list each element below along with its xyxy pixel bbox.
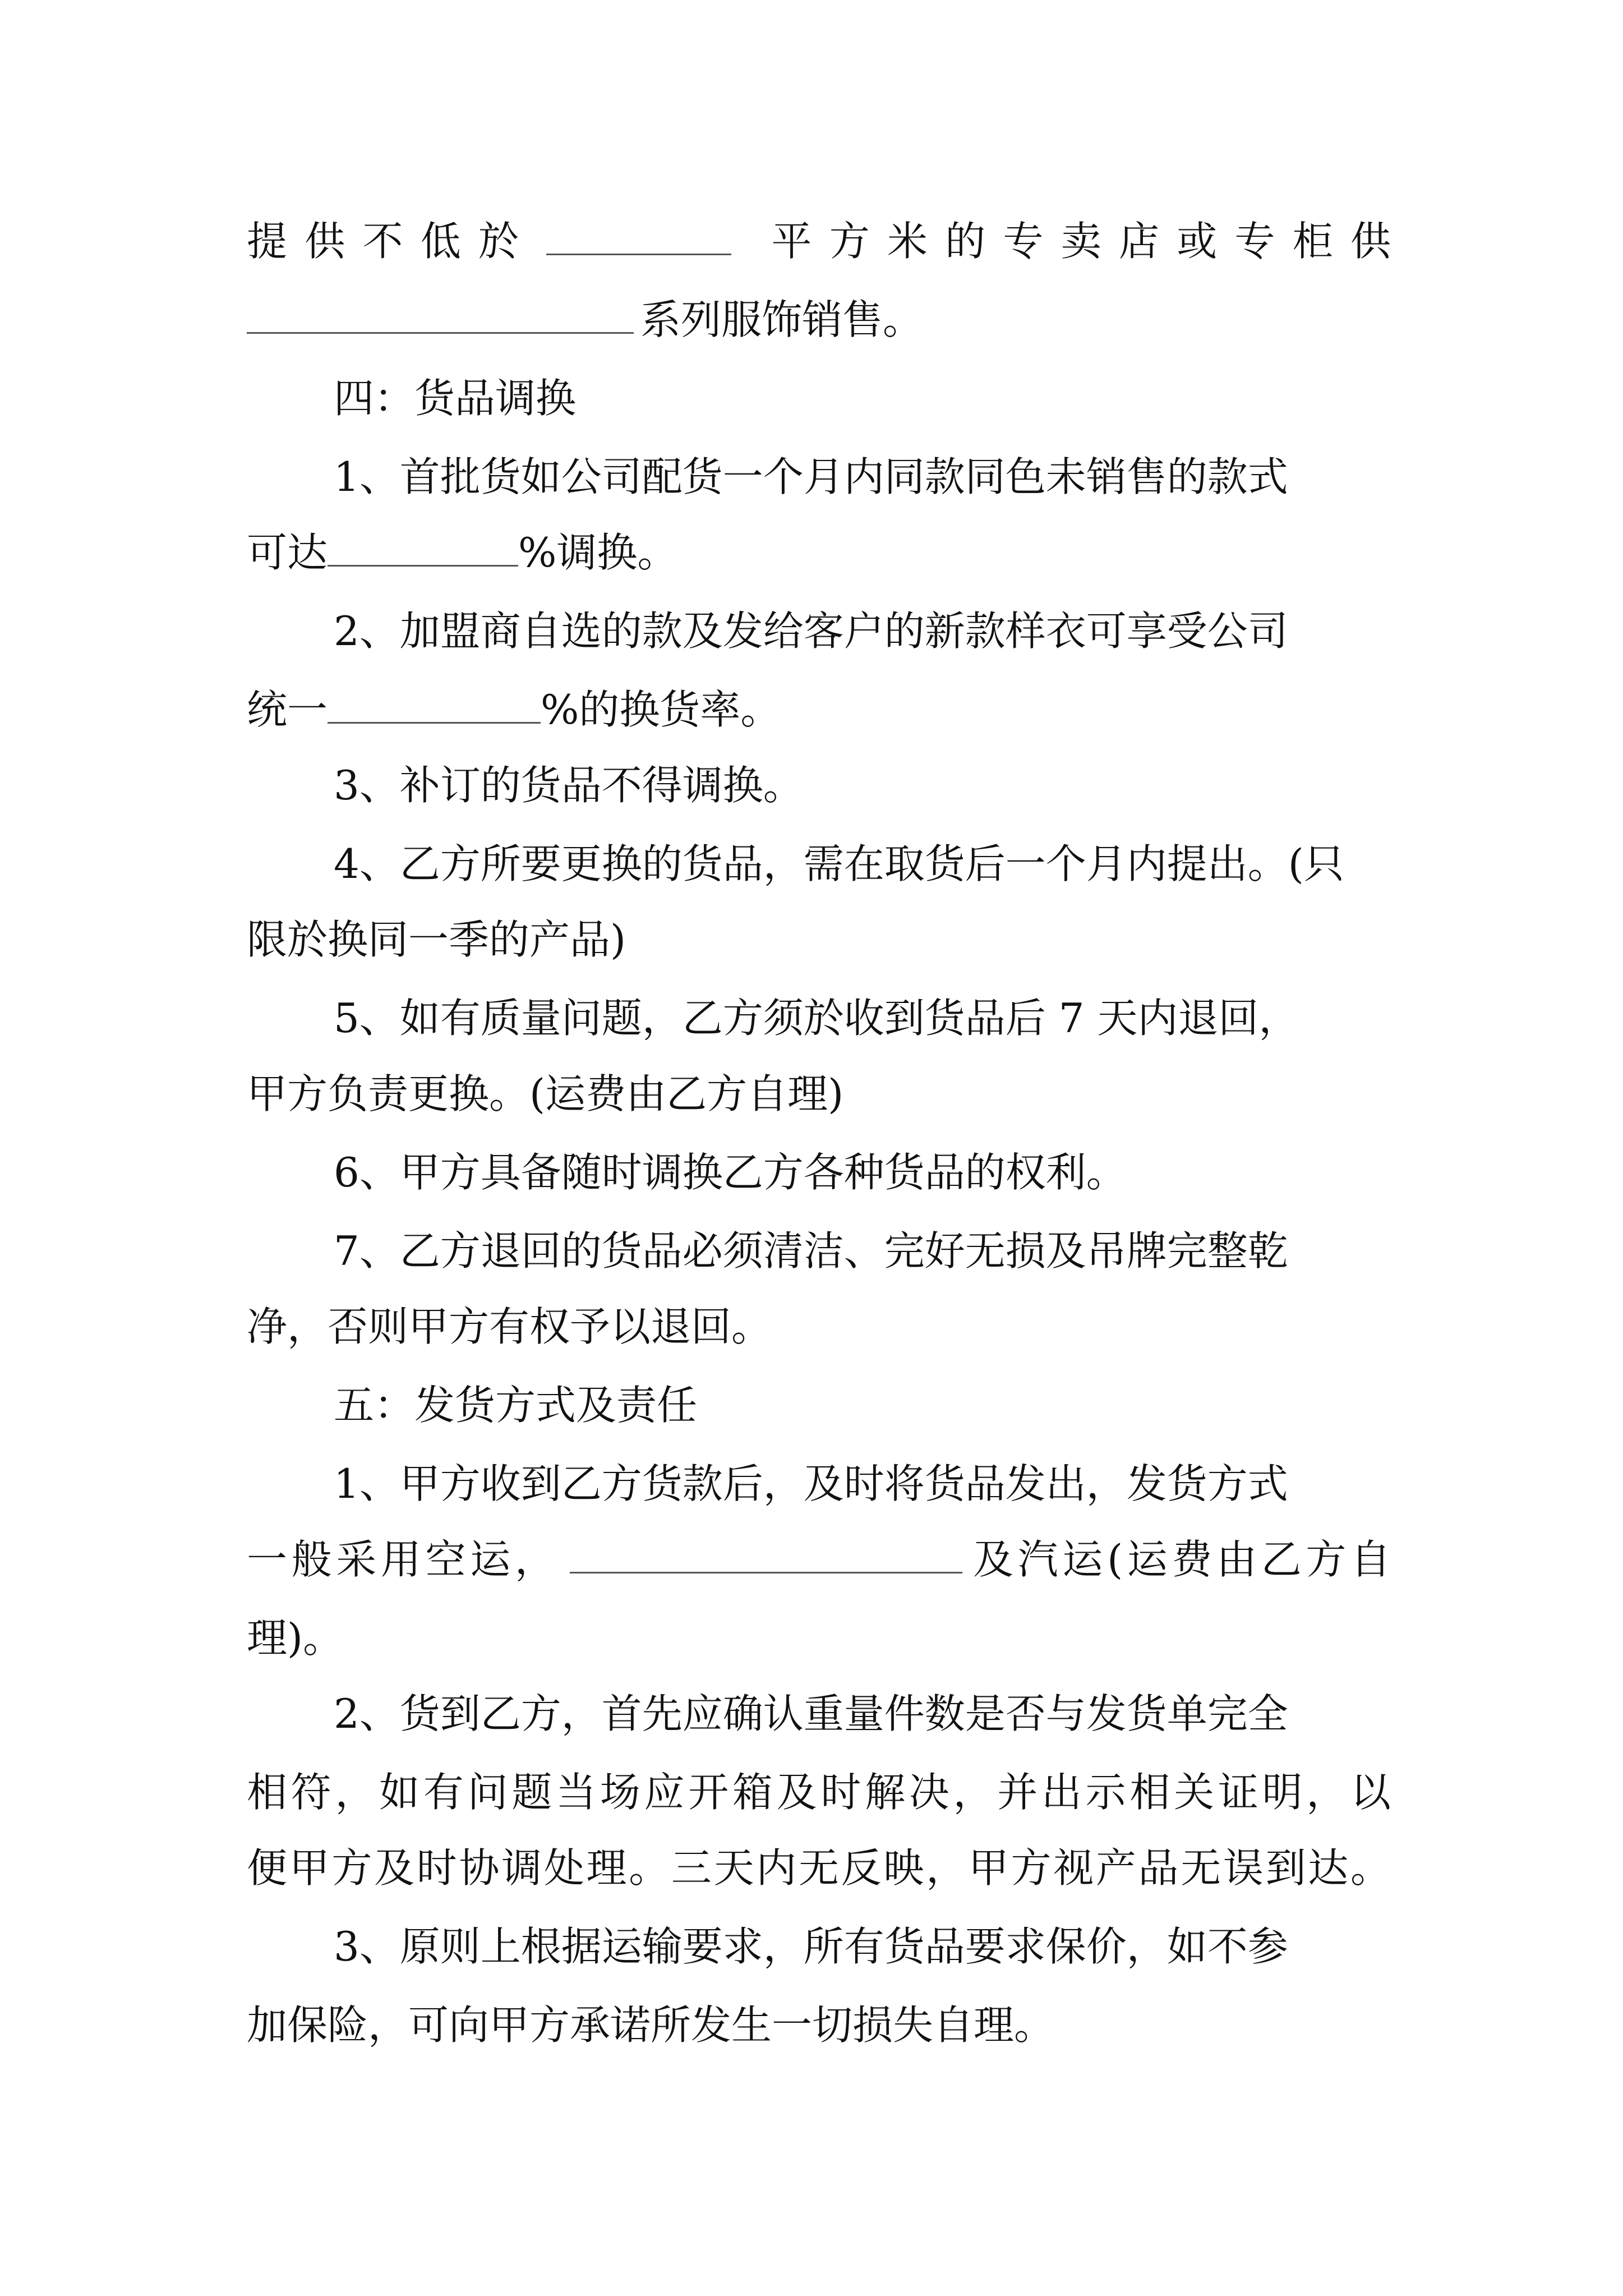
text-segment: 提供不低於: [247, 218, 537, 265]
fill-blank-area: [546, 213, 731, 255]
text-line-2: [247, 286, 1391, 353]
text-line-6: 2、加盟商自选的款及发给客户的新款样衣可享受公司: [334, 608, 1288, 655]
text-line-24: 加保险，可向甲方承诺所发生一切损失自理。: [247, 2001, 1055, 2049]
text-line-7: [247, 676, 1391, 743]
fill-blank-percent: [328, 524, 518, 567]
text-line-1: [247, 208, 1391, 275]
text-line-22: 便甲方及时协调处理。三天内无反映，甲方视产品无误到达。: [247, 1844, 1391, 1892]
text-segment: 统一: [247, 686, 328, 733]
text-line-11: 5、如有质量问题，乙方须於收到货品后 7 天内退回，: [334, 995, 1299, 1042]
text-line-5: [247, 519, 1391, 586]
text-line-20: 2、货到乙方，首先应确认重量件数是否与发货单完全: [334, 1690, 1288, 1737]
text-line-19: 理)。: [247, 1614, 344, 1662]
text-line-14: 7、乙方退回的货品必须清洁、完好无损及吊牌完整乾: [334, 1227, 1288, 1274]
text-segment: 及汽运(运费由乙方自: [969, 1536, 1391, 1583]
text-line-8: 3、补订的货品不得调换。: [334, 762, 804, 809]
text-line-17: 1、甲方收到乙方货款后，及时将货品发出，发货方式: [334, 1460, 1288, 1507]
fill-blank-series: [247, 292, 634, 334]
text-line-23: 3、原则上根据运输要求，所有货品要求保价，如不参: [334, 1923, 1288, 1970]
text-segment: %调换。: [518, 529, 678, 576]
text-line-12: 甲方负责更换。(运费由乙方自理): [247, 1070, 844, 1117]
section-heading-5: 五：发货方式及责任: [334, 1382, 698, 1429]
text-segment: 平方米的专卖店或专柜供: [754, 218, 1391, 265]
text-line-18: [247, 1526, 1391, 1593]
text-line-13: 6、甲方具备随时调换乙方各种货品的权利。: [334, 1149, 1127, 1196]
text-segment: 一般采用空运，: [247, 1536, 560, 1583]
text-segment: %的换货率。: [541, 686, 781, 733]
text-line-9: 4、乙方所要更换的货品，需在取货后一个月内提出。(只: [334, 840, 1344, 887]
text-line-15: 净，否则甲方有权予以退回。: [247, 1303, 772, 1350]
text-segment: 系列服饰销售。: [640, 296, 924, 343]
text-line-4: 1、首批货如公司配货一个月内同款同色未销售的款式: [334, 453, 1288, 500]
fill-blank-rate: [328, 682, 541, 724]
text-segment: 可达: [247, 529, 328, 576]
text-line-21: 相符，如有问题当场应开箱及时解决，并出示相关证明，以: [247, 1769, 1391, 1816]
text-line-10: 限於换同一季的产品): [247, 916, 626, 963]
section-heading-4: 四：货品调换: [334, 375, 577, 422]
fill-blank-shipping: [570, 1531, 962, 1573]
